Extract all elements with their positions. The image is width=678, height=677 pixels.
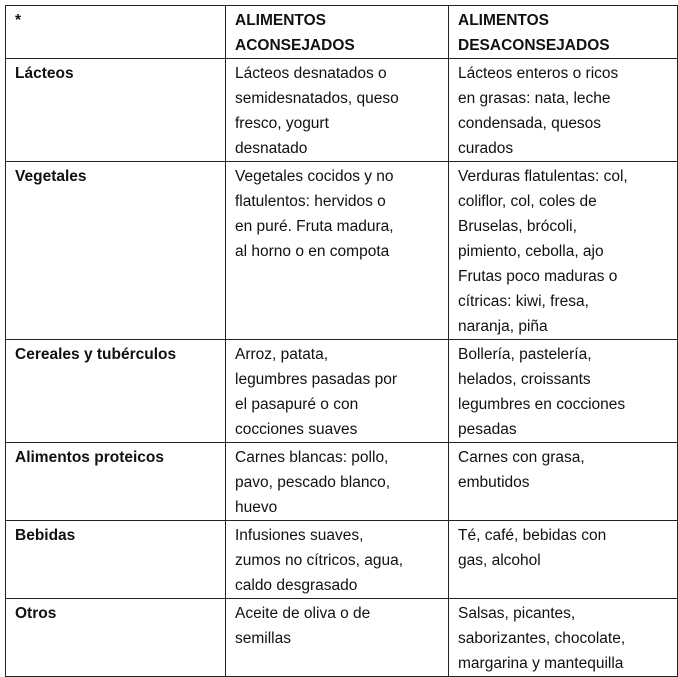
category-cell: Vegetales bbox=[6, 162, 226, 340]
header-row bbox=[6, 6, 678, 59]
table-row bbox=[6, 162, 678, 340]
category-cell: Otros bbox=[6, 599, 226, 677]
recommended-cell: Lácteos desnatados o semidesnatados, queso fresco, yogurt desnatado bbox=[226, 59, 449, 162]
food-recommendations-table bbox=[5, 5, 678, 677]
table-row bbox=[6, 59, 678, 162]
category-cell: Cereales y tubérculos bbox=[6, 340, 226, 443]
not-recommended-cell: Verduras flatulentas: col, coliflor, col, coles de Bruselas, brócoli, pimiento, cebolla, ajo Frutas poco maduras o cítricas: kiwi, fresa, naranja, piña bbox=[449, 162, 678, 340]
not-recommended-cell: Té, café, bebidas con gas, alcohol bbox=[449, 521, 678, 599]
not-recommended-cell: Lácteos enteros o ricos en grasas: nata, leche condensada, quesos curados bbox=[449, 59, 678, 162]
not-recommended-cell: Salsas, picantes, saborizantes, chocolate, margarina y mantequilla bbox=[449, 599, 678, 677]
table-row bbox=[6, 599, 678, 677]
category-cell: Lácteos bbox=[6, 59, 226, 162]
table-row bbox=[6, 340, 678, 443]
table-row bbox=[6, 521, 678, 599]
category-cell: Alimentos proteicos bbox=[6, 443, 226, 521]
header-cell-asterisk: * bbox=[6, 6, 226, 59]
header-cell-not-recommended: ALIMENTOS DESACONSEJADOS bbox=[449, 6, 678, 59]
recommended-cell: Arroz, patata, legumbres pasadas por el pasapuré o con cocciones suaves bbox=[226, 340, 449, 443]
category-cell: Bebidas bbox=[6, 521, 226, 599]
not-recommended-cell: Bollería, pastelería, helados, croissants legumbres en cocciones pesadas bbox=[449, 340, 678, 443]
recommended-cell: Vegetales cocidos y no flatulentos: hervidos o en puré. Fruta madura, al horno o en compota bbox=[226, 162, 449, 340]
recommended-cell: Infusiones suaves, zumos no cítricos, agua, caldo desgrasado bbox=[226, 521, 449, 599]
recommended-cell: Carnes blancas: pollo, pavo, pescado blanco, huevo bbox=[226, 443, 449, 521]
table-row bbox=[6, 443, 678, 521]
recommended-cell: Aceite de oliva o de semillas bbox=[226, 599, 449, 677]
not-recommended-cell: Carnes con grasa, embutidos bbox=[449, 443, 678, 521]
header-cell-recommended: ALIMENTOS ACONSEJADOS bbox=[226, 6, 449, 59]
